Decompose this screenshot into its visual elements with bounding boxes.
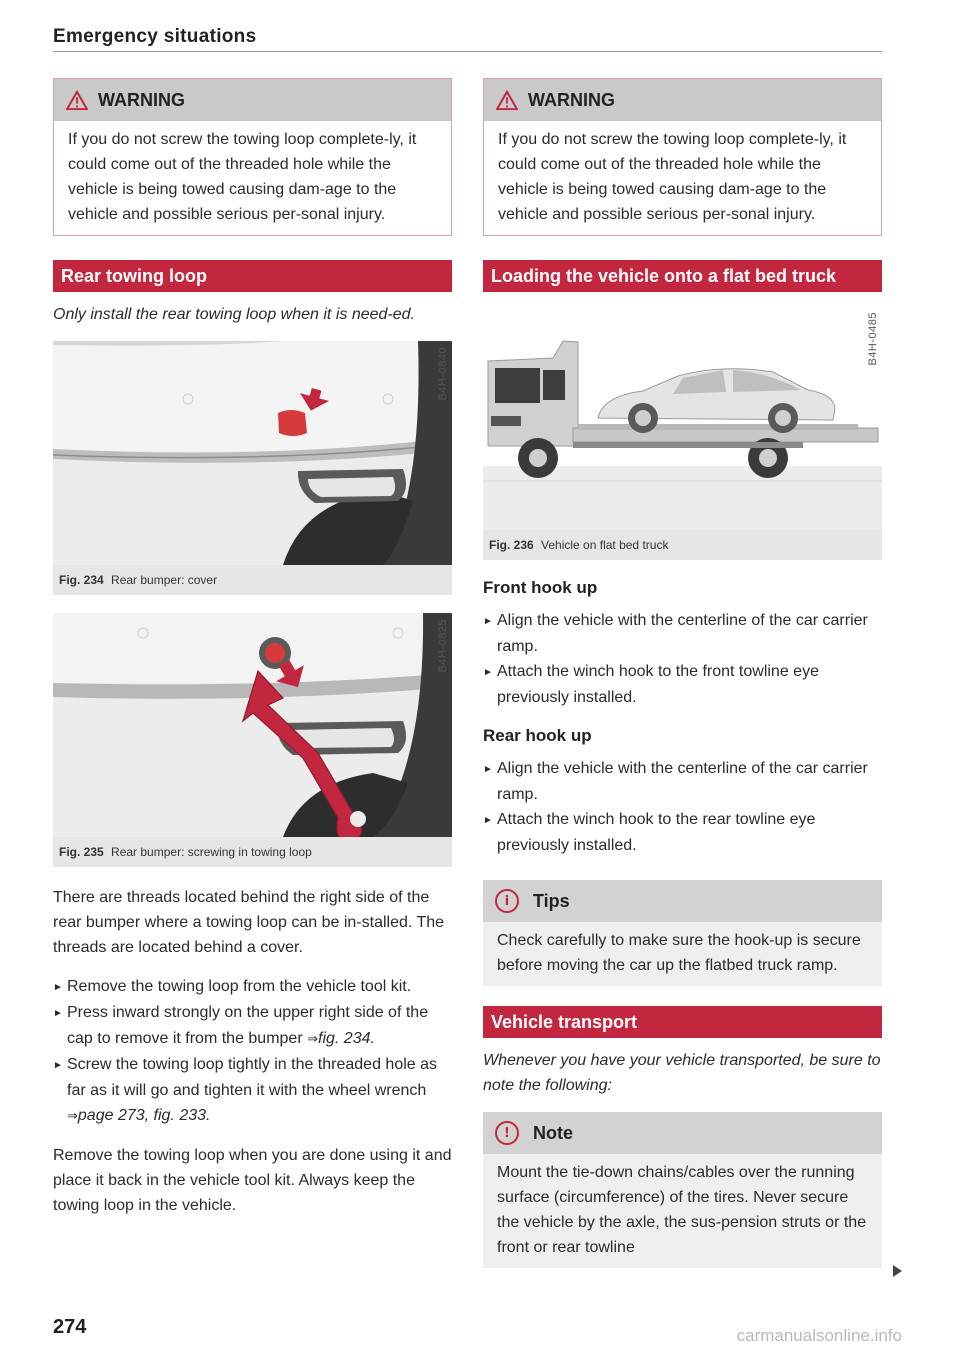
bullet-arrow-icon: ► bbox=[483, 616, 493, 627]
steps-list bbox=[53, 974, 452, 1129]
note-text: Mount the tie-down chains/cables over the running surface (circumference) of the tires. Never secure the vehicle by the axle, the sus-pension struts or the front or rear towline bbox=[483, 1154, 882, 1268]
right-column bbox=[483, 78, 882, 1292]
towing-loop-screwing-illustration bbox=[53, 613, 452, 837]
figure-235-caption-text: Rear bumper: screwing in towing loop bbox=[111, 845, 312, 859]
tips-title-bar bbox=[483, 880, 882, 922]
figure-reference-link[interactable]: fig. 234. bbox=[318, 1030, 375, 1047]
warning-triangle-icon bbox=[66, 90, 88, 110]
heading-rear-towing-loop: Rear towing loop bbox=[53, 260, 452, 292]
bullet-arrow-icon: ► bbox=[53, 1008, 63, 1019]
figure-234-label: Fig. 234 bbox=[59, 573, 104, 587]
paragraph-remove-loop: Remove the towing loop when you are done using it and place it back in the vehicle tool kit. Always keep the towing loop in the vehicle. bbox=[53, 1147, 452, 1214]
warning-text: If you do not screw the towing loop complete-ly, it could come out of the threaded hole while the vehicle is being towed causing dam-age to the vehicle and possible serious per-sonal injury. bbox=[483, 121, 882, 236]
note-title: Note bbox=[533, 1122, 573, 1143]
warning-box bbox=[53, 78, 452, 236]
warning-title-bar bbox=[483, 78, 882, 121]
figure-234-caption-text: Rear bumper: cover bbox=[111, 573, 218, 587]
tips-title: Tips bbox=[533, 890, 570, 911]
bullet-arrow-icon: ► bbox=[53, 1060, 63, 1071]
watermark: carmanualsonline.info bbox=[736, 1326, 902, 1345]
intro-text: Only install the rear towing loop when it is need-ed. bbox=[53, 306, 415, 323]
page-reference-link[interactable]: page 273, fig. 233. bbox=[77, 1107, 211, 1124]
warning-title: WARNING bbox=[98, 89, 185, 110]
bullet-arrow-icon: ► bbox=[53, 982, 63, 993]
figure-236-label: Fig. 236 bbox=[489, 538, 534, 552]
bullet-arrow-icon: ► bbox=[483, 815, 493, 826]
rear-hook-up-heading: Rear hook up bbox=[483, 726, 592, 745]
step-item: ► Align the vehicle with the centerline of the car carrier ramp. bbox=[483, 756, 882, 807]
step-item: ► Attach the winch hook to the rear towline eye previously installed. bbox=[483, 807, 882, 858]
warning-text: If you do not screw the towing loop complete-ly, it could come out of the threaded hole while the vehicle is being towed causing dam-age to the vehicle and possible serious per-sonal injury. bbox=[53, 121, 452, 236]
figure-235 bbox=[53, 613, 452, 867]
front-hook-up-heading: Front hook up bbox=[483, 578, 598, 597]
step-item: ► Align the vehicle with the centerline of the car carrier ramp. bbox=[483, 608, 882, 659]
section-title: Emergency situations bbox=[53, 26, 257, 47]
figure-235-caption bbox=[53, 837, 452, 867]
paragraph-threads: There are threads located behind the right side of the rear bumper where a towing loop can be in-stalled. The threads are located behind a cover. bbox=[53, 889, 445, 956]
header-divider bbox=[53, 51, 882, 52]
figure-236 bbox=[483, 306, 882, 560]
figure-236-caption bbox=[483, 530, 882, 560]
exclamation-icon: ! bbox=[495, 1121, 519, 1145]
figure-236-code: B4H-0485 bbox=[867, 312, 879, 366]
rear-hook-up-steps bbox=[483, 756, 882, 858]
front-hook-up-steps bbox=[483, 608, 882, 710]
step-item: ► Remove the towing loop from the vehicle tool kit. bbox=[53, 974, 452, 1000]
left-column bbox=[53, 78, 452, 1232]
figure-235-code: B4H-0825 bbox=[437, 619, 449, 673]
tips-box bbox=[483, 880, 882, 986]
figure-235-image bbox=[53, 613, 452, 837]
figure-236-caption-text: Vehicle on flat bed truck bbox=[541, 538, 669, 552]
flat-bed-truck-illustration bbox=[483, 306, 882, 530]
continue-arrow-icon bbox=[893, 1265, 902, 1277]
tips-text: Check carefully to make sure the hook-up is secure before moving the car up the flatbed truck ramp. bbox=[483, 922, 882, 986]
figure-234 bbox=[53, 341, 452, 595]
reference-arrow-icon: ⇒ bbox=[67, 1109, 78, 1124]
transport-intro-text: Whenever you have your vehicle transported, be sure to note the following: bbox=[483, 1052, 881, 1094]
note-title-bar bbox=[483, 1112, 882, 1154]
step-item: ► Screw the towing loop tightly in the threaded hole as far as it will go and tighten it with the wheel wrench ⇒page 273, fig. 233. bbox=[53, 1052, 452, 1129]
warning-title-bar bbox=[53, 78, 452, 121]
heading-vehicle-transport: Vehicle transport bbox=[483, 1006, 882, 1038]
warning-box bbox=[483, 78, 882, 236]
step-item: ► Attach the winch hook to the front towline eye previously installed. bbox=[483, 659, 882, 710]
page-number: 274 bbox=[53, 1316, 87, 1338]
step-item: ► Press inward strongly on the upper right side of the cap to remove it from the bumper ⇒fig. 234. bbox=[53, 1000, 452, 1052]
note-box bbox=[483, 1112, 882, 1268]
heading-flat-bed-truck: Loading the vehicle onto a flat bed truck bbox=[483, 260, 882, 292]
warning-title: WARNING bbox=[528, 89, 615, 110]
figure-234-image bbox=[53, 341, 452, 565]
figure-236-image bbox=[483, 306, 882, 530]
bullet-arrow-icon: ► bbox=[483, 764, 493, 775]
bullet-arrow-icon: ► bbox=[483, 667, 493, 678]
figure-235-label: Fig. 235 bbox=[59, 845, 104, 859]
warning-triangle-icon bbox=[496, 90, 518, 110]
figure-234-caption bbox=[53, 565, 452, 595]
rear-bumper-cover-illustration bbox=[53, 341, 452, 565]
info-icon: i bbox=[495, 889, 519, 913]
reference-arrow-icon: ⇒ bbox=[307, 1032, 319, 1047]
figure-234-code: B4H-0840 bbox=[437, 347, 449, 401]
